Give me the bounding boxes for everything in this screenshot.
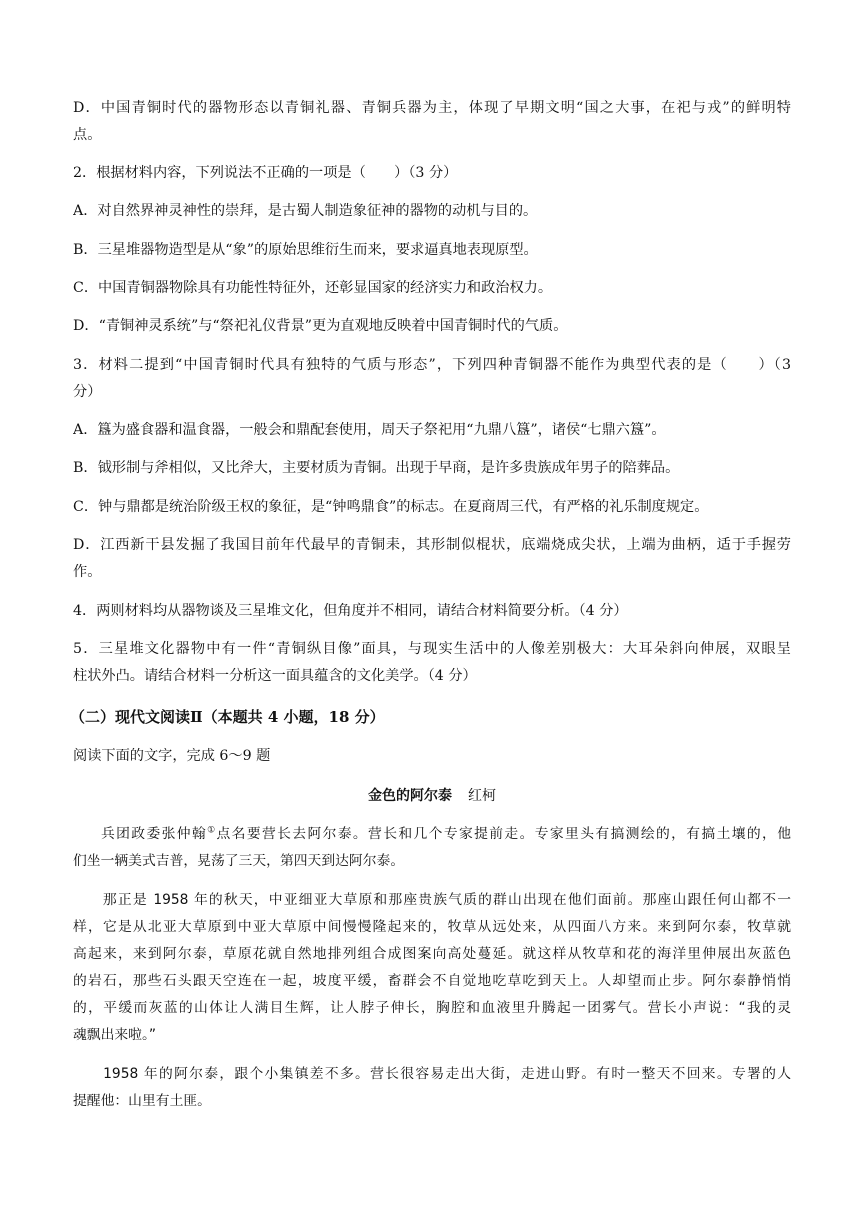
footnote-marker: ① (207, 825, 217, 836)
question-5-line2: 柱状外凸。请结合材料一分析这一面具蕴含的文化美学。（4 分） (73, 668, 477, 684)
option-d-q1-line1: D．中国青铜时代的器物形态以青铜礼器、青铜兵器为主，体现了早期文明“国之大事，在祀与戎”的鲜明特 (73, 100, 791, 116)
article-line: 1958 年的阿尔泰，跟个小集镇差不多。营长很容易走出大街，走进山野。有时一整天不回来。专署的人 (73, 1066, 791, 1082)
q2-option-a: A．对自然界神灵神性的崇拜，是古蜀人制造象征神的器物的动机与目的。 (73, 203, 538, 219)
question-4: 4．两则材料均从器物谈及三星堆文化，但角度并不相同，请结合材料简要分析。（4 分） (73, 603, 628, 619)
q3-option-d-line1: D．江西新干县发掘了我国目前年代最早的青铜耒，其形制似棍状，底端烧成尖状，上端为曲柄，适于手握劳 (73, 537, 791, 553)
q2-option-c: C．中国青铜器物除具有功能性特征外，还彰显国家的经济实力和政治权力。 (73, 280, 553, 296)
article-title-line (73, 784, 791, 808)
article-line: 高起来，来到阿尔泰，草原花就自然地排列组合成图案向高处蔓延。就这样从牧草和花的海洋里伸展出灰蓝色 (73, 946, 791, 962)
section-heading: （二）现代文阅读Ⅱ（本题共 4 小题，18 分） (70, 708, 385, 726)
question-5-line1: 5．三星堆文化器物中有一件“青铜纵目像”面具，与现实生活中的人像差别极大：大耳朵斜向伸展，双眼呈 (73, 641, 791, 657)
p1-text-before: 兵团政委张仲翰 (101, 826, 208, 842)
article-line: 样，它是从北亚大草原到中亚大草原中间慢慢隆起来的，牧草从远处来，从四面八方来。来到阿尔泰，牧草就 (73, 919, 791, 935)
article-line: 魂飘出来啦。” (73, 1027, 157, 1043)
article-title: 金色的阿尔泰 (368, 788, 452, 804)
q3-option-c: C．钟与鼎都是统治阶级王权的象征，是“钟鸣鼎食”的标志。在夏商周三代，有严格的礼乐制度规定。 (73, 499, 709, 515)
article-author: 红柯 (468, 788, 496, 804)
q2-option-b: B．三星堆器物造型是从“象”的原始思维衍生而来，要求逼真地表现原型。 (73, 242, 538, 258)
article-line: 的岩石，那些石头跟天空连在一起，坡度平缓，畜群会不自觉地吃草吃到天上。人却望而止步。阿尔泰静悄悄 (73, 973, 791, 989)
article-paragraph-1-line1 (73, 822, 791, 846)
q2-option-d: D．“青铜神灵系统”与“祭祀礼仪背景”更为直观地反映着中国青铜时代的气质。 (73, 318, 568, 334)
q3-option-a: A．簋为盛食器和温食器，一般会和鼎配套使用，周天子祭祀用“九鼎八簋”，诸侯“七鼎六簋”。 (73, 422, 666, 438)
article-line: 的，平缓而灰蓝的山体让人满目生辉，让人脖子伸长，胸腔和血液里升腾起一团雾气。营长小声说：“我的灵 (73, 1000, 791, 1016)
q3-option-b: B．钺形制与斧相似，又比斧大，主要材质为青铜。出现于早商，是许多贵族成年男子的陪葬品。 (73, 460, 680, 476)
question-3-line1: 3．材料二提到“中国青铜时代具有独特的气质与形态”，下列四种青铜器不能作为典型代表的是（ ）（3 (73, 357, 791, 373)
option-d-q1-line2: 点。 (73, 127, 102, 143)
article-line: 那正是 1958 年的秋天，中亚细亚大草原和那座贵族气质的群山出现在他们面前。那座山跟任何山都不一 (73, 892, 791, 908)
question-2: 2．根据材料内容，下列说法不正确的一项是（ ）（3 分） (73, 165, 458, 181)
article-line: 提醒他：山里有土匪。 (73, 1093, 211, 1109)
p1-text-after: 点名要营长去阿尔泰。营长和几个专家提前走。专家里头有搞测绘的，有搞土壤的，他 (216, 826, 791, 842)
q3-option-d-line2: 作。 (73, 564, 102, 580)
article-line: 们坐一辆美式吉普，晃荡了三天，第四天到达阿尔泰。 (73, 853, 405, 869)
reading-instruction: 阅读下面的文字，完成 6～9 题 (73, 748, 271, 764)
question-3-line2: 分） (73, 384, 102, 400)
